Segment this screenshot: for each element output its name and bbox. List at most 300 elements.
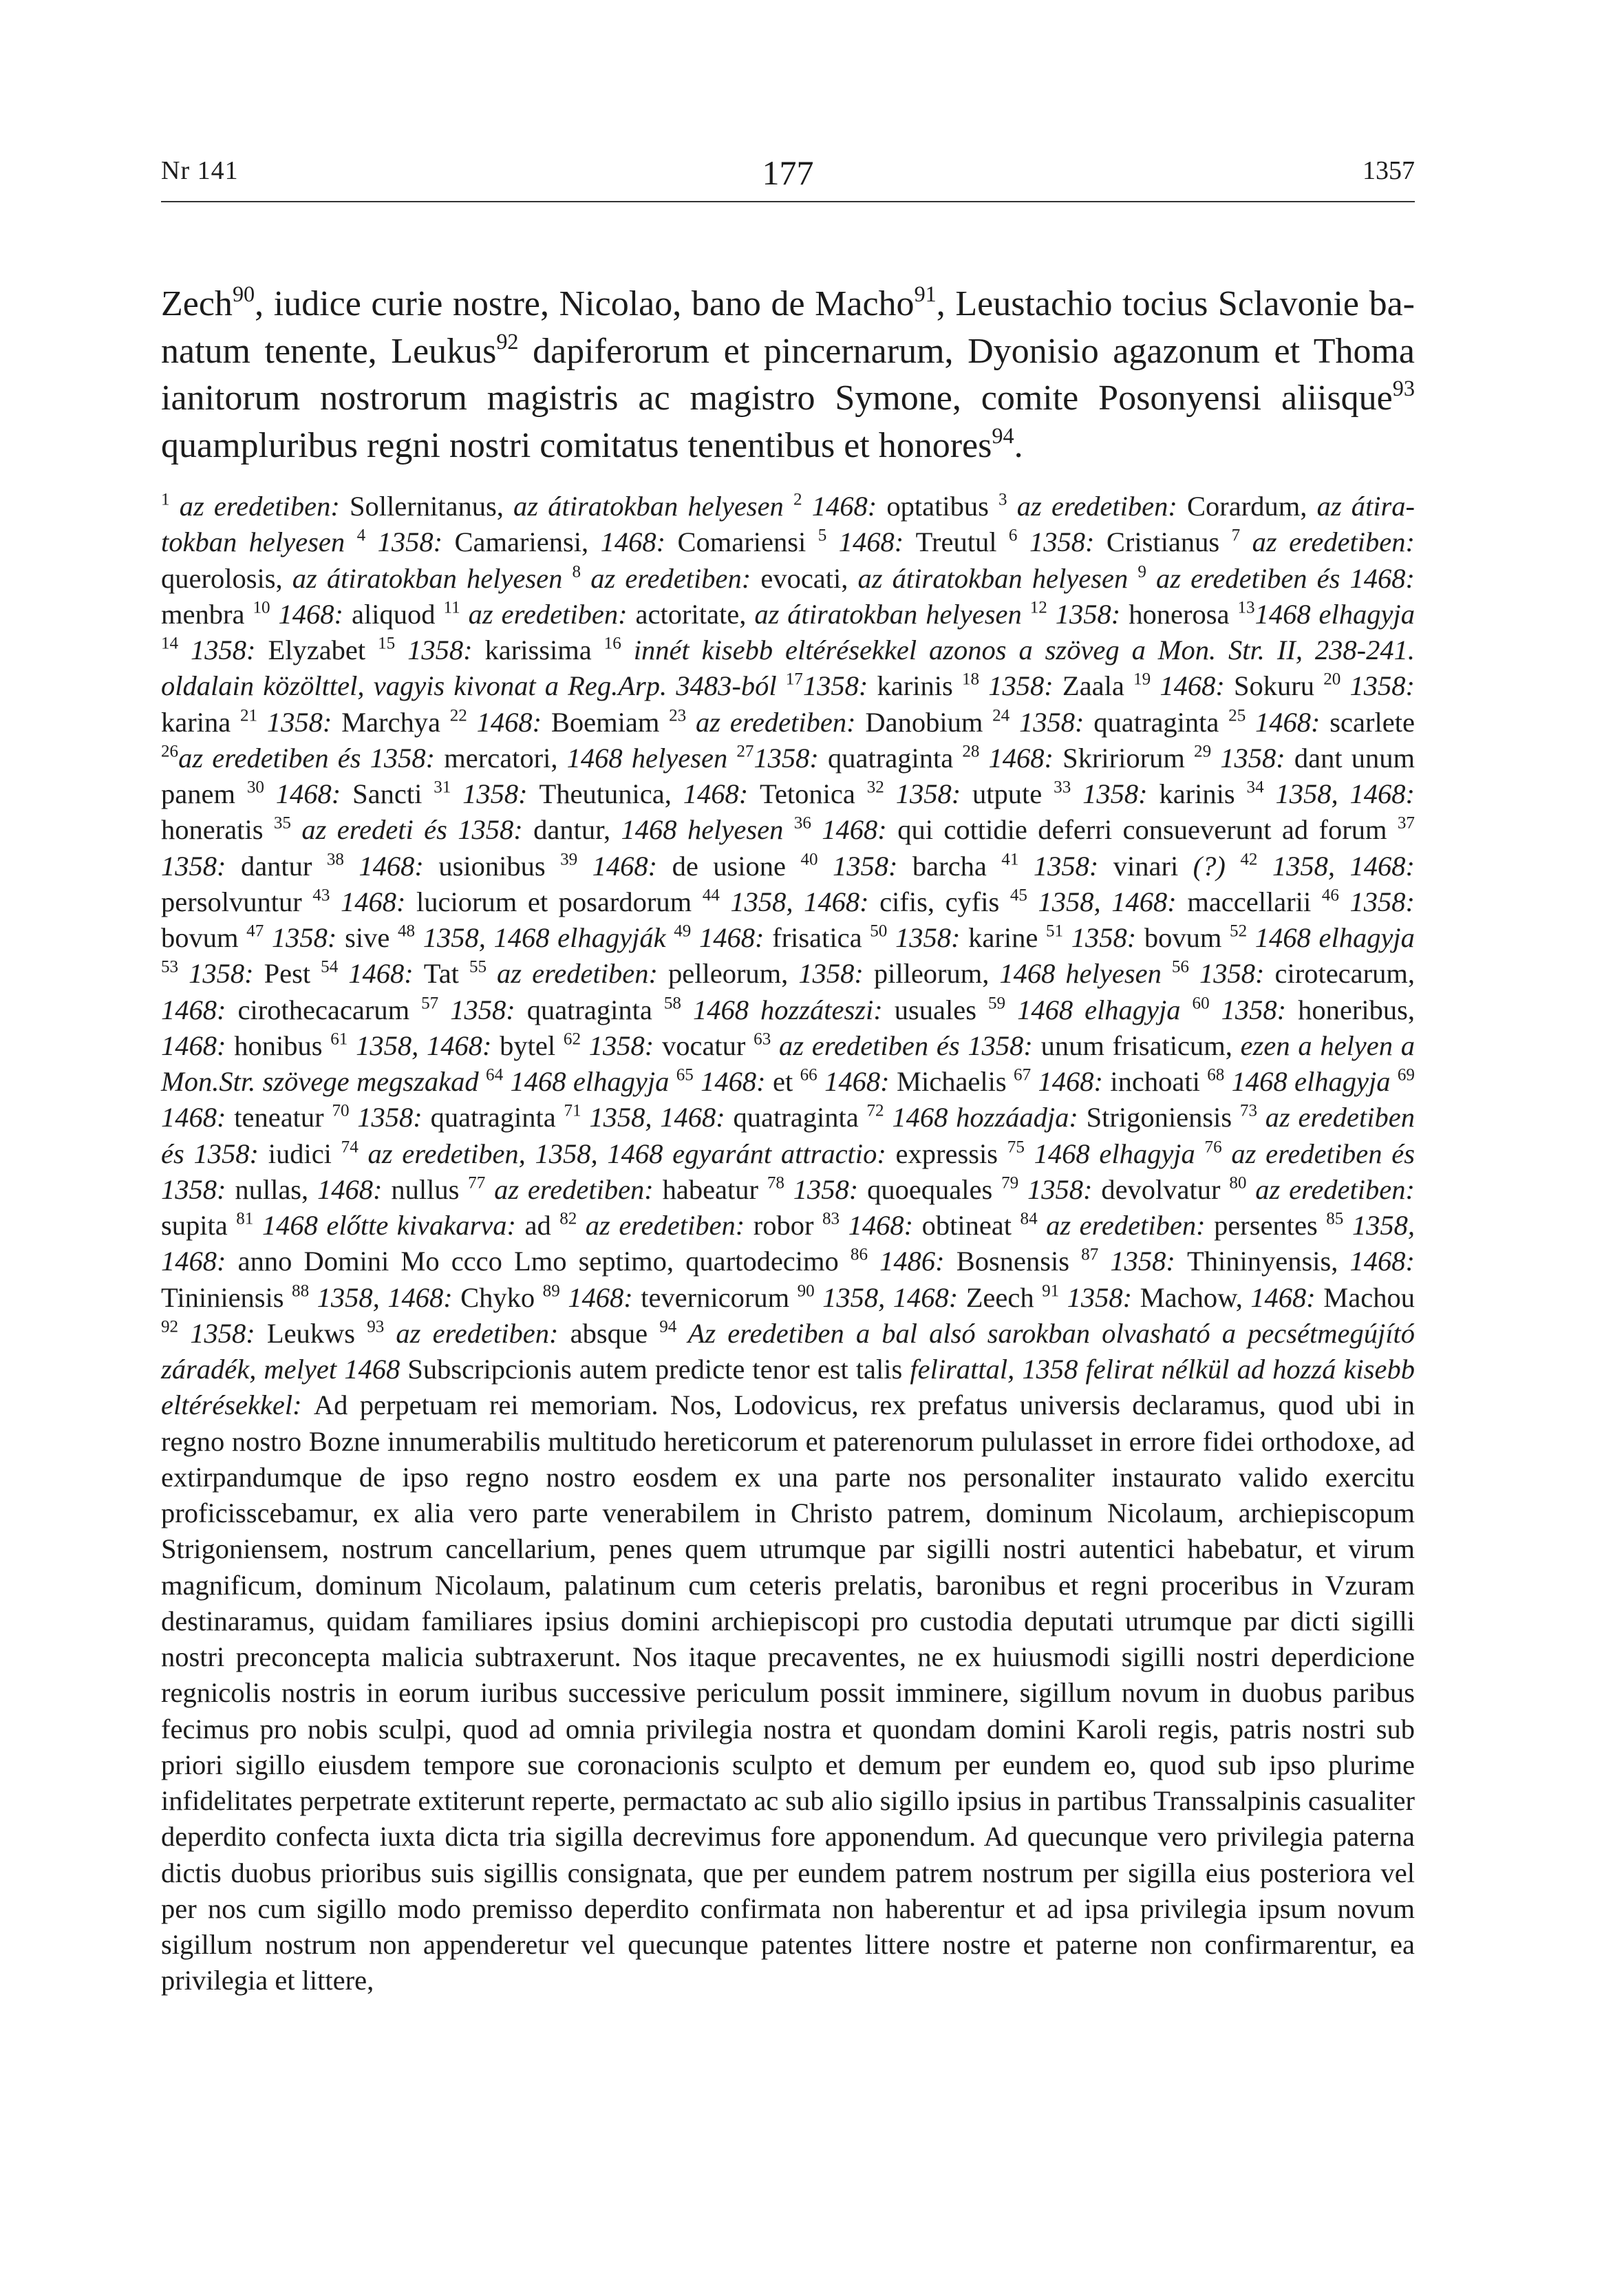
editorial-note: 1358: [178, 635, 268, 665]
text-run: utpute [972, 778, 1054, 809]
text-run: dant unum panem [161, 742, 1415, 809]
note-marker: 44 [702, 886, 720, 905]
text-run: , Leustachio tocius Sclavonie banatum tenente, Leukus [161, 284, 1415, 371]
note-marker: 92 [496, 328, 519, 354]
text-run: quoequales [867, 1173, 1002, 1205]
note-marker: 94 [659, 1317, 677, 1336]
text-run: anno Domini Mo ccco Lmo septimo, quartodecimo [237, 1246, 851, 1277]
editorial-note: 1358, 1468: [161, 1210, 1415, 1277]
note-marker: 54 [321, 957, 339, 977]
text-run: Machou [1323, 1281, 1415, 1313]
editorial-note: 1468: [317, 1173, 392, 1205]
note-marker: 90 [797, 1281, 815, 1300]
editorial-note: 1358: [884, 778, 973, 809]
editorial-note: 1358: [1047, 598, 1129, 630]
text-run: inchoati [1110, 1066, 1208, 1097]
text-run: pilleorum, [873, 958, 1000, 990]
editorial-note: az eredetiben és 1358: [771, 1030, 1041, 1061]
editorial-note: 1468: [826, 526, 916, 558]
editorial-note: az eredetiben: [581, 562, 761, 594]
note-marker: 60 [1192, 993, 1210, 1012]
editorial-note: 1358: [1018, 1173, 1102, 1205]
editorial-note: 1358: [784, 1173, 868, 1205]
text-run: et [773, 1066, 800, 1097]
editorial-note: 1358, 1468: [1263, 778, 1415, 809]
note-marker: 62 [563, 1030, 581, 1049]
text-run: Comariensi [677, 526, 818, 558]
text-run: vocatur [661, 1030, 754, 1061]
editorial-note: Az eredetiben a bal alsó sarokban olvasható a pecsétmegújító záradék, melyet 1468 [161, 1317, 1415, 1385]
note-marker: 51 [1045, 921, 1064, 941]
editorial-note: 1468 hozzáteszi: [681, 994, 895, 1025]
editorial-note: 1358, 1468: [719, 886, 880, 917]
editorial-note: ezen a helyen a Mon.Str. szövege megszakad [161, 1030, 1415, 1097]
text-run: bovum [161, 922, 247, 953]
editorial-note: 1468: [161, 1030, 235, 1061]
note-marker: 68 [1207, 1065, 1225, 1085]
note-marker: 76 [1204, 1137, 1222, 1156]
page-number: 177 [762, 153, 814, 192]
text-run: Subscripcionis autem predicte tenor est talis [407, 1354, 910, 1385]
editorial-note: 1468 elhagyja [1024, 1138, 1205, 1169]
text-run: Chyko [460, 1281, 543, 1313]
editorial-note: 1358: [1071, 778, 1160, 809]
text-run: Marchya [341, 706, 450, 738]
editorial-note: az eredetiben: [487, 958, 668, 990]
note-marker: 16 [603, 634, 621, 653]
text-run: bytel [500, 1030, 564, 1061]
text-run: honeribus, [1298, 994, 1415, 1025]
text-run: sive [345, 922, 398, 953]
editorial-note: 1358: [979, 670, 1062, 702]
editorial-note: az eredetiben és 1468: [1146, 562, 1415, 594]
editorial-note: az eredetiben: [1037, 1210, 1215, 1241]
editorial-note: az eredetiben és 1358: [178, 742, 445, 774]
note-marker: 11 [443, 598, 460, 617]
editorial-note: 1468: [270, 598, 352, 630]
critical-apparatus [161, 489, 1415, 1999]
note-marker: 4 [356, 526, 366, 545]
note-marker: 38 [326, 849, 344, 868]
note-marker: 25 [1228, 705, 1246, 725]
text-run: nullus [391, 1173, 469, 1205]
note-marker: 8 [572, 562, 581, 581]
editorial-note: 1358: [451, 778, 539, 809]
text-run: Strigoniensis [1086, 1102, 1240, 1133]
note-marker: 23 [669, 705, 687, 725]
note-marker: 82 [559, 1209, 577, 1228]
note-marker: 59 [987, 993, 1006, 1012]
note-marker: 24 [992, 705, 1010, 725]
text-run: karinis [1159, 778, 1247, 809]
text-run: de usione [672, 850, 801, 882]
note-marker: 47 [246, 921, 264, 941]
text-run: quatraginta [526, 994, 664, 1025]
note-marker: 6 [1008, 526, 1018, 545]
note-marker: 65 [676, 1065, 694, 1085]
text-run: honerosa [1129, 598, 1238, 630]
note-marker: 73 [1239, 1101, 1258, 1120]
note-marker: 14 [161, 634, 179, 653]
editorial-note: 1468: [811, 814, 898, 846]
text-run: karine [968, 922, 1046, 953]
text-run: Treutul [915, 526, 1009, 558]
editorial-note: 1358, 1468: [1257, 850, 1415, 882]
note-marker: 66 [800, 1065, 818, 1085]
note-marker: 36 [793, 813, 811, 833]
note-marker: 91 [914, 281, 937, 307]
note-marker: 64 [486, 1065, 504, 1085]
text-run: Danobium [865, 706, 993, 738]
editorial-note: 1468 elhagyja [1247, 922, 1415, 953]
text-run: Sokuru [1234, 670, 1324, 702]
editorial-note: 1358, 1468: [309, 1281, 461, 1313]
note-marker: 19 [1133, 670, 1151, 689]
note-marker: 91 [1042, 1281, 1060, 1300]
editorial-note: 1358: [1211, 742, 1294, 774]
editorial-note: 1358: [365, 526, 455, 558]
text-run: obtineat [921, 1210, 1021, 1241]
editorial-note: az eredetiben: [384, 1317, 570, 1349]
text-run: Boemiam [551, 706, 670, 738]
note-marker: 27 [736, 742, 754, 761]
text-run: unum frisaticum, [1040, 1030, 1241, 1061]
editorial-note: 1468: [683, 778, 760, 809]
text-run: dapiferorum et pincernarum, Dyonisio agazonum et Thoma ianitorum nostrorum magistris ac magistro Symone, comite Posonyensi aliisque [161, 331, 1415, 418]
editorial-note: az eredetiben és 1358: [161, 1102, 1415, 1169]
text-run: karinis [877, 670, 962, 702]
editorial-note: 1358: [1018, 850, 1113, 882]
note-marker: 33 [1054, 778, 1071, 797]
editorial-note: 1358: [1188, 958, 1275, 990]
text-run: iudici [268, 1138, 341, 1169]
text-run: absque [570, 1317, 660, 1349]
editorial-note: 1358: [1098, 1246, 1187, 1277]
editorial-note: 1468: [330, 886, 417, 917]
editorial-note: 1358: [349, 1102, 431, 1133]
text-run: cirotecarum, [1274, 958, 1415, 990]
note-marker: 52 [1230, 921, 1248, 941]
editorial-note: felirattal, 1358 felirat nélkül ad hozzá kisebb eltérésekkel: [161, 1354, 1415, 1421]
editorial-note: az eredetiben: [1007, 491, 1188, 522]
editorial-note: 1358: [1009, 706, 1094, 738]
text-run: Theutunica, [539, 778, 683, 809]
text-run: luciorum et posardorum [416, 886, 703, 917]
document-number: Nr 141 [161, 156, 239, 185]
note-marker: 93 [1392, 376, 1415, 401]
note-marker: 43 [312, 886, 330, 905]
text-run: Pest [264, 958, 321, 990]
editorial-note: 1358: [754, 742, 829, 774]
note-marker: 90 [232, 281, 255, 307]
editorial-note: 1358: [438, 994, 527, 1025]
editorial-note: 1358, 1468: [581, 1102, 734, 1133]
note-marker: 53 [161, 957, 179, 977]
text-run: menbra [161, 598, 253, 630]
text-run: usionibus [438, 850, 561, 882]
text-run: karina [161, 706, 240, 738]
text-run: teneatur [234, 1102, 332, 1133]
text-run: Cristianus [1106, 526, 1232, 558]
text-run: quatraginta [733, 1102, 867, 1133]
note-marker: 21 [239, 705, 258, 725]
text-run: . [1014, 425, 1023, 465]
note-marker: 17 [785, 670, 803, 689]
editorial-note: 1468: [802, 491, 887, 522]
note-marker: 7 [1231, 526, 1241, 545]
editorial-note: innét kisebb eltérésekkel azonos a szöveg a Mon. Str. II, 238-241. oldalain közölttel, vagyis kivonat a Reg.Arp. 3483-ból [161, 635, 1415, 702]
note-marker: 1 [161, 490, 170, 509]
text-run: frisatica [772, 922, 870, 953]
editorial-note: 1358, 1468: [814, 1281, 966, 1313]
note-marker: 55 [469, 957, 487, 977]
editorial-note: 1468 előtte kivakarva: [253, 1210, 525, 1241]
editorial-note: 1468 hozzáadja: [884, 1102, 1087, 1133]
editorial-note: 1358: [257, 706, 342, 738]
text-run: bovum [1144, 922, 1230, 953]
note-marker: 57 [421, 993, 439, 1012]
text-run: usuales [894, 994, 988, 1025]
text-run: Michaelis [896, 1066, 1014, 1097]
editorial-note: 1468: [467, 706, 551, 738]
editorial-note: 1358: [1338, 886, 1415, 917]
editorial-note: 1468: [559, 1281, 641, 1313]
text-run: optatibus [886, 491, 999, 522]
text-run: quatraginta [1093, 706, 1229, 738]
editorial-note: 1358: [264, 922, 345, 953]
editorial-note: 1468: [264, 778, 353, 809]
text-run: dantur, [533, 814, 621, 846]
editorial-note: 1358: [178, 1317, 267, 1349]
editorial-note: az eredetiben: [1240, 526, 1415, 558]
note-marker: 13 [1237, 598, 1255, 617]
note-marker: 45 [1009, 886, 1027, 905]
note-marker: 75 [1007, 1137, 1025, 1156]
text-run: Tat [423, 958, 469, 990]
note-marker: 20 [1323, 670, 1341, 689]
editorial-note: az átiratokban helyesen [513, 491, 793, 522]
note-marker: 26 [161, 742, 179, 761]
text-run: supita [161, 1210, 237, 1241]
editorial-note: az eredetiben: [686, 706, 866, 738]
text-run: quatraginta [430, 1102, 564, 1133]
text-run: querolosis, [161, 562, 292, 594]
text-run: expressis [895, 1138, 1007, 1169]
note-marker: 39 [560, 849, 578, 868]
editorial-note: 1468 elhagyja [1254, 598, 1415, 630]
editorial-note: 1468: [1151, 670, 1234, 702]
note-marker: 67 [1014, 1065, 1032, 1085]
text-run: evocati, [760, 562, 858, 594]
note-marker: 81 [236, 1209, 254, 1228]
editorial-note: 1358: [802, 670, 877, 702]
main-text [161, 281, 1415, 469]
editorial-note: 1358: [581, 1030, 662, 1061]
text-run: Bosnensis [956, 1246, 1082, 1277]
text-run: quampluribus regni nostri comitatus tenentibus et honores [161, 425, 992, 465]
text-run: ad [524, 1210, 560, 1241]
text-run: vinari [1113, 850, 1193, 882]
text-run: , iudice curie nostre, Nicolao, bano de Macho [255, 284, 915, 323]
editorial-note: 1358: [1059, 1281, 1140, 1313]
text-run: Zech [161, 284, 233, 323]
text-run: habeatur [662, 1173, 767, 1205]
text-run: tevernicorum [641, 1281, 798, 1313]
note-marker: 70 [332, 1101, 350, 1120]
note-marker: 48 [397, 921, 416, 941]
note-marker: 69 [1397, 1065, 1415, 1085]
note-marker: 15 [378, 634, 396, 653]
editorial-note: (?) [1193, 850, 1241, 882]
text-run: scarlete [1329, 706, 1415, 738]
text-run: pelleorum, [667, 958, 799, 990]
editorial-note: 1468: [161, 994, 238, 1025]
editorial-note: 1468 helyesen [999, 958, 1172, 990]
editorial-note: 1358: [1209, 994, 1299, 1025]
note-marker: 2 [793, 490, 802, 509]
editorial-note: 1468 helyesen [621, 814, 794, 846]
editorial-note: 1468: [600, 526, 678, 558]
editorial-note: 1468 elhagyja [1224, 1066, 1398, 1097]
editorial-note: 1358: [395, 635, 485, 665]
editorial-note: 1486: [868, 1246, 957, 1277]
text-run: Ad perpetuam rei memoriam. Nos, Lodovicus, rex prefatus universis declaramus, quod ubi in regno nostro Bozne innumerabilis multitudo hereticorum et paterenorum pululasset in errore fidei orthodoxe, ad extirpandumque de ipso regno nostro eosdem ex una parte nos personaliter instaurato valido exercitu proficisscebamur, ex alia vero parte venerabilem in Christo patrem, dominum Nicolaum, archiepiscopum Strigoniensem, nostrum cancellarium, penes quem utrumque par sigilli nostri autentici habebatur, et virum magnificum, dominum Nicolaum, palatinum cum ceteris prelatis, baronibus et regni proceribus in Vzuram destinaramus, quidam familiares ipsius domini archiepiscopi pro custodia deputati utrumque par dicti sigilli nostri preconcepta malicia subtraxerunt. Nos itaque precaventes, ne ex huiusmodi sigilli nostri deperdicione regnicolis nostris in eorum iuribus successive periculum possit imminere, sigillum novum in duobus paribus fecimus pro nobis sculpi, quod ad omnia privilegia nostra et quondam domini Karoli regis, patris nostri sub priori sigillo eiusdem tempore sue coronacionis sculpto et demum per eundem eo, quod sub ipso plurime infidelitates perpetrate extiterunt reperte, permactato ac sub alio sigillo ipsius in partibus Transsalpinis casualiter deperdito confecta iuxta dicta tria sigilla decrevimus fore apponendum. Ad quecunque vero privilegia paterna dictis duobus prioribus suis sigillis consignata, que per eundem patrem nostrum per sigilla eius posteriora vel per nos cum sigillo modo premisso deperdito confirmata non haberentur et ad ipsa privilegia ipsum novum sigillum nostrum non appenderetur vel quecunque patentes littere nostre et paterne non confirmarentur, ea privilegia et littere, [161, 1389, 1415, 1996]
text-run: cifis, cyfis [879, 886, 1010, 917]
footnotes-paragraph [161, 489, 1415, 1999]
note-marker: 5 [818, 526, 827, 545]
text-run: karissima [484, 635, 604, 665]
note-marker: 3 [998, 490, 1007, 509]
text-run: persentes [1214, 1210, 1327, 1241]
text-run: qui cottidie deferri consueverunt ad forum [897, 814, 1398, 846]
editorial-note: 1358: [798, 958, 874, 990]
note-marker: 41 [1001, 849, 1019, 868]
note-marker: 58 [663, 993, 681, 1012]
text-run: Tininiensis [161, 1281, 292, 1313]
text-run: Zaala [1062, 670, 1134, 702]
editorial-note: az eredetiben: [577, 1210, 754, 1241]
note-marker: 22 [449, 705, 467, 725]
text-run: barcha [912, 850, 1002, 882]
text-run: Thininyensis, [1187, 1246, 1350, 1277]
note-marker: 94 [992, 423, 1014, 448]
note-marker: 93 [367, 1317, 385, 1336]
note-marker: 74 [341, 1137, 359, 1156]
note-marker: 80 [1229, 1173, 1247, 1193]
note-marker: 92 [161, 1317, 179, 1336]
editorial-note: 1468: [691, 922, 773, 953]
text-run: robor [753, 1210, 822, 1241]
note-marker: 40 [800, 849, 818, 868]
editorial-note: 1468: [1246, 706, 1330, 738]
note-marker: 32 [866, 778, 884, 797]
text-run: honeratis [161, 814, 274, 846]
editorial-note: 1358, 1468 elhagyják [415, 922, 674, 953]
text-run: mercatori, [444, 742, 567, 774]
note-marker: 30 [246, 778, 264, 797]
editorial-note: 1468: [338, 958, 424, 990]
editorial-note: 1468: [1349, 1246, 1415, 1277]
note-marker: 72 [866, 1101, 884, 1120]
editorial-note: 1468: [840, 1210, 922, 1241]
text-run: persolvuntur [161, 886, 313, 917]
editorial-note: az eredetiben: [485, 1173, 663, 1205]
editorial-note: az eredetiben és 1358: [161, 1138, 1415, 1205]
editorial-note: 1358, 1468: [348, 1030, 500, 1061]
note-marker: 84 [1020, 1209, 1038, 1228]
main-paragraph [161, 281, 1415, 469]
editorial-note: az átiratokban helyesen [754, 598, 1030, 630]
editorial-note: 1468 elhagyja [503, 1066, 676, 1097]
text-run: Tetonica [760, 778, 867, 809]
editorial-note: 1358: [818, 850, 912, 882]
text-run: Sancti [352, 778, 434, 809]
note-marker: 83 [822, 1209, 840, 1228]
text-run: Corardum, [1187, 491, 1317, 522]
editorial-note: az átiratokban helyesen [292, 562, 573, 594]
page-header [161, 153, 1415, 202]
editorial-note: 1468: [979, 742, 1063, 774]
text-run: maccellarii [1187, 886, 1322, 917]
note-marker: 85 [1326, 1209, 1344, 1228]
note-marker: 42 [1240, 849, 1258, 868]
text-run: honibus [234, 1030, 331, 1061]
note-marker: 87 [1081, 1245, 1099, 1264]
editorial-note: 1358: [887, 922, 969, 953]
editorial-note: az átiratokban helyesen [161, 491, 1415, 558]
editorial-note: 1358: [1063, 922, 1144, 953]
editorial-note: 1468: [1031, 1066, 1111, 1097]
note-marker: 63 [754, 1030, 771, 1049]
note-marker: 77 [468, 1173, 486, 1193]
editorial-note: 1358: [1340, 670, 1415, 702]
text-run: Leukws [266, 1317, 367, 1349]
note-marker: 37 [1397, 813, 1415, 833]
note-marker: 71 [564, 1101, 581, 1120]
editorial-note: 1468: [1250, 1281, 1324, 1313]
editorial-note: 1358: [161, 850, 241, 882]
note-marker: 28 [962, 742, 980, 761]
note-marker: 88 [292, 1281, 310, 1300]
note-marker: 89 [542, 1281, 560, 1300]
note-marker: 56 [1171, 957, 1189, 977]
editorial-note: 1468: [693, 1066, 773, 1097]
editorial-note: 1468 elhagyja [1005, 994, 1193, 1025]
editorial-note: az átiratokban helyesen [857, 562, 1138, 594]
text-run: Zeech [965, 1281, 1043, 1313]
note-marker: 9 [1137, 562, 1146, 581]
note-marker: 12 [1029, 598, 1047, 617]
editorial-note: 1468: [161, 1102, 235, 1133]
text-run: Sollernitanus, [350, 491, 514, 522]
text-run: Machow, [1140, 1281, 1251, 1313]
text-run: quatraginta [828, 742, 963, 774]
text-run: devolvatur [1101, 1173, 1230, 1205]
text-run: aliquod [352, 598, 444, 630]
note-marker: 61 [330, 1030, 348, 1049]
editorial-note: 1358: [178, 958, 264, 990]
editorial-note: az eredetiben: [169, 491, 350, 522]
editorial-note: az eredetiben: [460, 598, 636, 630]
editorial-note: 1468 helyesen [566, 742, 737, 774]
note-marker: 79 [1001, 1173, 1019, 1193]
text-run: nullas, [235, 1173, 317, 1205]
note-marker: 50 [870, 921, 888, 941]
note-marker: 34 [1246, 778, 1264, 797]
note-marker: 10 [253, 598, 270, 617]
document-year: 1357 [1363, 156, 1415, 185]
note-marker: 49 [674, 921, 692, 941]
